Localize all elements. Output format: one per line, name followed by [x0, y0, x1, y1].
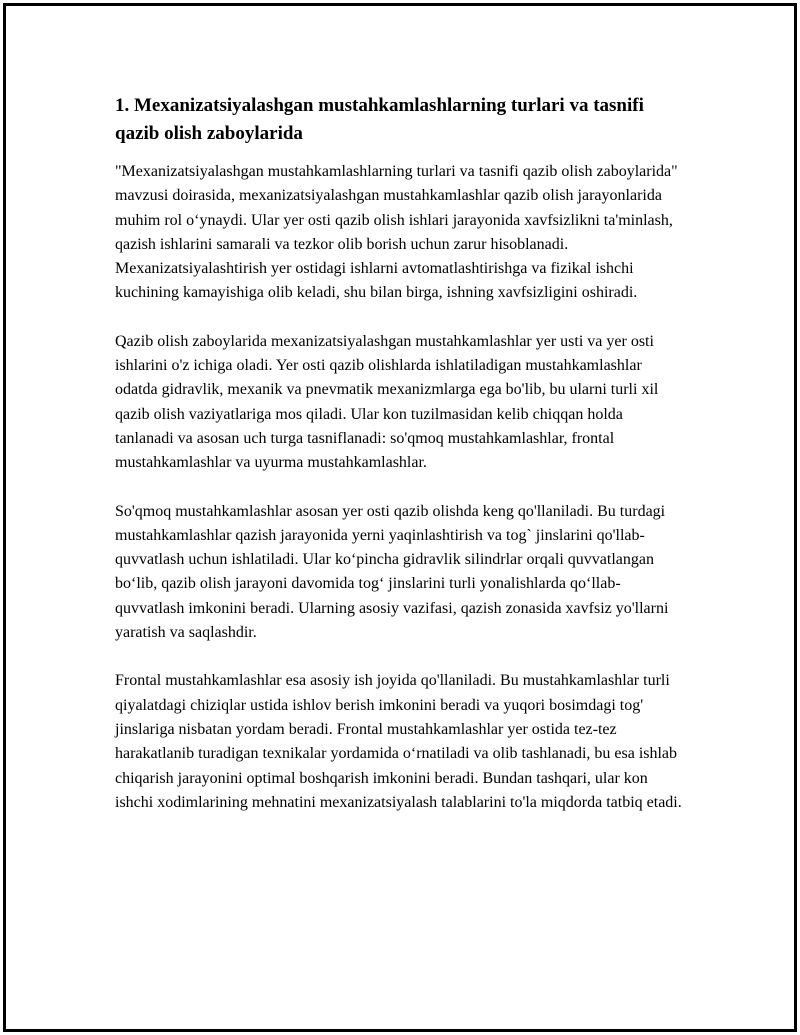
document-body: [115, 92, 685, 839]
paragraph-2: Qazib olish zaboylarida mexanizatsiyalashgan mustahkamlashlar yer usti va yer osti ishlarini o'z ichiga oladi. Yer osti qazib olishlarda ishlatiladigan mustahkamlashlar odatda gidravlik, mexanik va pnevmatik mexanizmlarga ega bo'lib, bu ularni turli xil qazib olish vaziyatlariga mos qiladi. Ular kon tuzilmasidan kelib chiqqan holda tanlanadi va asosan uch turga tasniflanadi: so'qmoq mustahkamlashlar, frontal mustahkamlashlar va uyurma mustahkamlashlar.: [115, 332, 659, 472]
document-title: 1. Mexanizatsiyalashgan mustahkamlashlarning turlari va tasnifi qazib olish zaboylarida: [115, 95, 644, 144]
paragraph-3: So'qmoq mustahkamlashlar asosan yer osti qazib olishda keng qo'llaniladi. Bu turdagi mustahkamlashlar qazish jarayonida yerni yaqinlashtirish va tog` jinslarini qo'llab-quvvatlash uchun ishlatiladi. Ular ko‘pincha gidravlik silindrlar orqali quvvatlangan bo‘lib, qazib olish jarayoni davomida tog‘ jinslarini turli yonalishlarda qo‘llab-quvvatlash imkonini beradi. Ularning asosiy vazifasi, qazish zonasida xavfsiz yo'llarni yaratish va saqlashdir.: [115, 502, 669, 642]
paragraph-1: "Mexanizatsiyalashgan mustahkamlashlarning turlari va tasnifi qazib olish zaboylarida" mavzusi doirasida, mexanizatsiyalashgan mustahkamlashlar qazib olish jarayonlarida muhim rol o‘ynaydi. Ular yer osti qazib olish ishlari jarayonida xavfsizlikni ta'minlash, qazish ishlarini samarali va tezkor olib borish uchun zarur hisoblanadi. Mexanizatsiyalashtirish yer ostidagi ishlarni avtomatlashtirishga va fizikal ishchi kuchining kamayishiga olib keladi, shu bilan birga, ishning xavfsizligini oshiradi.: [115, 163, 678, 302]
paragraph-4: Frontal mustahkamlashlar esa asosiy ish joyida qo'llaniladi. Bu mustahkamlashlar turli qiyalatdagi chiziqlar ustida ishlov berish imkonini beradi va yuqori bosimdagi tog' jinslariga nisbatan yordam beradi. Frontal mustahkamlashlar yer ostida tez-tez harakatlanib turadigan texnikalar yordamida o‘rnatiladi va olib tashlanadi, bu esa ishlab chiqarish jarayonini optimal boshqarish imkonini beradi. Bundan tashqari, ular kon ishchi xodimlarining mehnatini mexanizatsiyalash talablarini to'la miqdorda tatbiq etadi.: [115, 672, 682, 811]
